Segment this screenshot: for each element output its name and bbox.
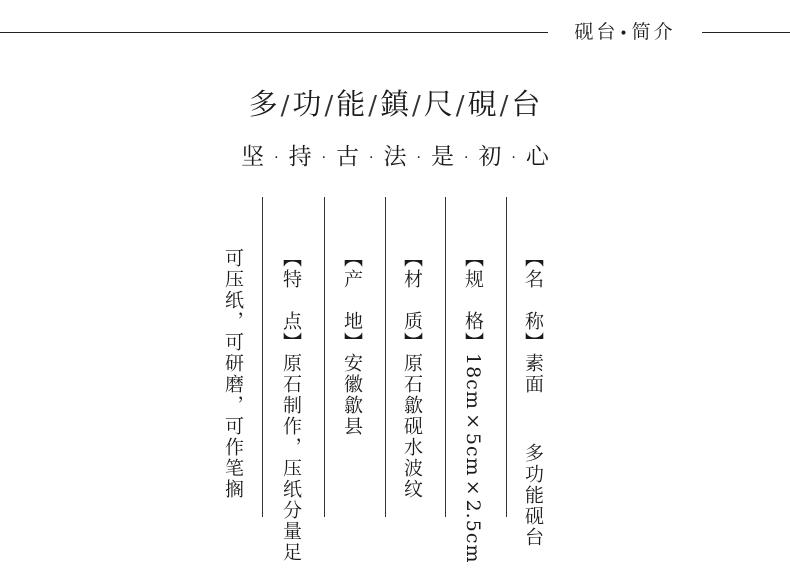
spec-value: 18cm×5cm×2.5cm: [462, 353, 484, 564]
header-rule-right: [702, 32, 790, 33]
title-separator: /: [368, 91, 378, 121]
spec-label: 【产 地】: [341, 248, 363, 353]
spec-value: 原石制作，压纸分量足: [280, 353, 302, 563]
section-title-part-2: 简介: [631, 21, 676, 43]
usage-value: 可压纸，可研磨，可作笔搁: [222, 248, 244, 500]
section-title-part-1: 砚台: [574, 21, 619, 43]
spec-label: 【材 质】: [401, 248, 423, 353]
header-rule-left: [0, 32, 548, 33]
column-divider: [385, 197, 386, 517]
slogan-char: 法: [383, 144, 407, 170]
title-char: 尺: [423, 87, 454, 121]
column-divider: [506, 197, 507, 517]
slogan-char: 心: [525, 144, 549, 170]
spec-label: 【特 点】: [280, 248, 302, 353]
title-separator: /: [499, 91, 510, 121]
slogan-separator: ·: [416, 150, 421, 166]
slogan-char: 持: [288, 144, 312, 170]
title-separator: /: [412, 91, 422, 121]
title-separator: /: [324, 91, 335, 121]
product-title: [0, 86, 790, 124]
title-char: 多: [248, 87, 279, 121]
spec-size: [462, 200, 506, 563]
section-title-dot: •: [619, 26, 631, 42]
section-title: [548, 19, 702, 47]
title-char: 鎮: [379, 87, 410, 121]
slogan-char: 坚: [241, 144, 265, 170]
slogan-separator: ·: [321, 150, 327, 166]
spec-value: 安徽歙县: [341, 353, 363, 437]
title-char: 台: [511, 87, 542, 121]
slogan-char: 初: [478, 144, 502, 170]
spec-label: 【名 称】: [522, 248, 544, 353]
slogan-separator: ·: [511, 150, 516, 166]
spec-value: 原石歙砚水波纹: [401, 353, 423, 500]
column-divider: [324, 197, 325, 517]
spec-material: [401, 200, 445, 500]
slogan-char: 古: [336, 144, 360, 170]
title-char: 能: [336, 87, 367, 121]
spec-feature: [280, 200, 324, 563]
title-char: 功: [292, 87, 323, 121]
spec-value: 素面 多功能砚台: [522, 353, 544, 548]
title-separator: /: [455, 91, 466, 121]
spec-origin: [341, 200, 385, 437]
slogan-separator: ·: [369, 150, 374, 166]
column-divider: [445, 197, 446, 517]
title-char: 硯: [467, 87, 498, 121]
spec-label: 【规 格】: [462, 248, 484, 353]
slogan-separator: ·: [463, 150, 469, 166]
usage-text: [222, 200, 266, 500]
slogan-char: 是: [430, 144, 454, 170]
title-separator: /: [280, 91, 291, 121]
slogan: [0, 142, 790, 173]
spec-name: [522, 200, 566, 548]
slogan-separator: ·: [274, 150, 279, 166]
